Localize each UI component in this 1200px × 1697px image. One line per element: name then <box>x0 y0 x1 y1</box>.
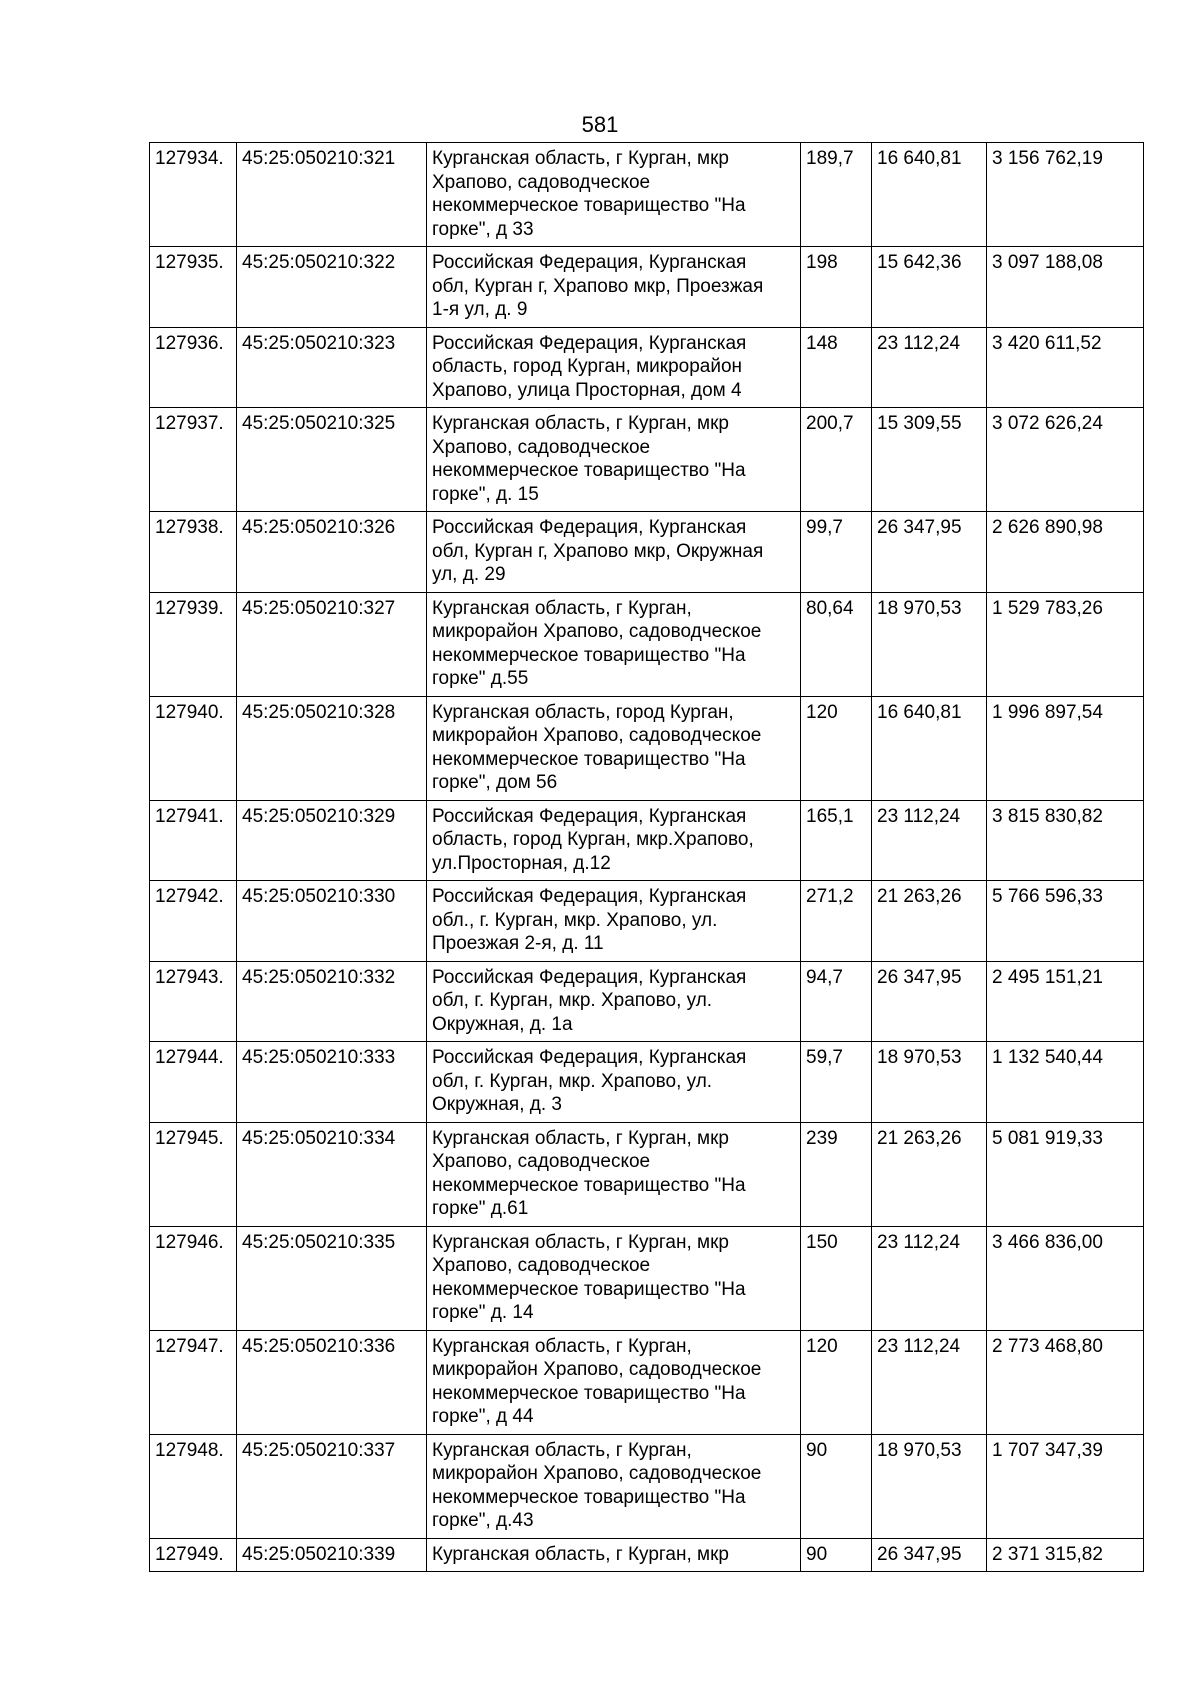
address-cell: Российская Федерация, Курганская обл., г. Курган, мкр. Храпово, ул. Проезжая 2-я, д. 11 <box>427 881 801 962</box>
unit-value-cell: 23 112,24 <box>872 800 987 881</box>
cadastral-number-cell: 45:25:050210:327 <box>237 592 427 696</box>
table-row <box>150 408 1144 512</box>
area-cell: 120 <box>801 1330 872 1434</box>
unit-value-cell: 21 263,26 <box>872 1122 987 1226</box>
row-number-cell: 127947. <box>150 1330 237 1434</box>
address-cell: Российская Федерация, Курганская область, город Курган, мкр.Храпово, ул.Просторная, д.12 <box>427 800 801 881</box>
cadastral-registry-table <box>149 142 1144 1572</box>
address-cell: Курганская область, г Курган, микрорайон Храпово, садоводческое некоммерческое товарищество "На горке" д.55 <box>427 592 801 696</box>
address-cell: Курганская область, г Курган, мкр Храпово, садоводческое некоммерческое товарищество "На горке", д 33 <box>427 143 801 247</box>
unit-value-cell: 15 309,55 <box>872 408 987 512</box>
address-cell: Курганская область, г Курган, мкр <box>427 1538 801 1572</box>
table-row <box>150 247 1144 328</box>
row-number-cell: 127942. <box>150 881 237 962</box>
row-number-cell: 127935. <box>150 247 237 328</box>
table-row <box>150 1122 1144 1226</box>
area-cell: 99,7 <box>801 512 872 593</box>
cadastral-number-cell: 45:25:050210:323 <box>237 327 427 408</box>
row-number-cell: 127941. <box>150 800 237 881</box>
cadastral-value-cell: 2 773 468,80 <box>987 1330 1144 1434</box>
address-cell: Курганская область, г Курган, мкр Храпово, садоводческое некоммерческое товарищество "На горке" д.61 <box>427 1122 801 1226</box>
table-row <box>150 1226 1144 1330</box>
address-cell: Российская Федерация, Курганская обл, г. Курган, мкр. Храпово, ул. Окружная, д. 3 <box>427 1042 801 1123</box>
table-row <box>150 961 1144 1042</box>
row-number-cell: 127945. <box>150 1122 237 1226</box>
table-row <box>150 143 1144 247</box>
row-number-cell: 127934. <box>150 143 237 247</box>
unit-value-cell: 23 112,24 <box>872 1330 987 1434</box>
cadastral-number-cell: 45:25:050210:337 <box>237 1434 427 1538</box>
address-cell: Курганская область, г Курган, мкр Храпово, садоводческое некоммерческое товарищество "На горке" д. 14 <box>427 1226 801 1330</box>
area-cell: 150 <box>801 1226 872 1330</box>
area-cell: 198 <box>801 247 872 328</box>
unit-value-cell: 26 347,95 <box>872 1538 987 1572</box>
row-number-cell: 127938. <box>150 512 237 593</box>
table-row <box>150 327 1144 408</box>
cadastral-value-cell: 1 529 783,26 <box>987 592 1144 696</box>
address-cell: Курганская область, г Курган, микрорайон Храпово, садоводческое некоммерческое товарищество "На горке", д 44 <box>427 1330 801 1434</box>
unit-value-cell: 18 970,53 <box>872 592 987 696</box>
address-cell: Российская Федерация, Курганская область, город Курган, микрорайон Храпово, улица Просторная, дом 4 <box>427 327 801 408</box>
unit-value-cell: 18 970,53 <box>872 1434 987 1538</box>
cadastral-number-cell: 45:25:050210:322 <box>237 247 427 328</box>
area-cell: 200,7 <box>801 408 872 512</box>
table-row <box>150 1330 1144 1434</box>
unit-value-cell: 23 112,24 <box>872 1226 987 1330</box>
table-row <box>150 800 1144 881</box>
address-cell: Курганская область, г Курган, мкр Храпово, садоводческое некоммерческое товарищество "На горке", д. 15 <box>427 408 801 512</box>
cadastral-value-cell: 3 156 762,19 <box>987 143 1144 247</box>
unit-value-cell: 26 347,95 <box>872 961 987 1042</box>
table-row <box>150 1538 1144 1572</box>
cadastral-value-cell: 3 466 836,00 <box>987 1226 1144 1330</box>
row-number-cell: 127944. <box>150 1042 237 1123</box>
cadastral-value-cell: 3 097 188,08 <box>987 247 1144 328</box>
cadastral-number-cell: 45:25:050210:335 <box>237 1226 427 1330</box>
cadastral-number-cell: 45:25:050210:333 <box>237 1042 427 1123</box>
table-row <box>150 592 1144 696</box>
row-number-cell: 127946. <box>150 1226 237 1330</box>
area-cell: 165,1 <box>801 800 872 881</box>
cadastral-value-cell: 3 815 830,82 <box>987 800 1144 881</box>
area-cell: 90 <box>801 1434 872 1538</box>
cadastral-value-cell: 1 132 540,44 <box>987 1042 1144 1123</box>
page-number: 581 <box>581 112 619 137</box>
area-cell: 80,64 <box>801 592 872 696</box>
unit-value-cell: 16 640,81 <box>872 143 987 247</box>
area-cell: 271,2 <box>801 881 872 962</box>
unit-value-cell: 21 263,26 <box>872 881 987 962</box>
cadastral-value-cell: 1 707 347,39 <box>987 1434 1144 1538</box>
row-number-cell: 127939. <box>150 592 237 696</box>
area-cell: 239 <box>801 1122 872 1226</box>
area-cell: 90 <box>801 1538 872 1572</box>
area-cell: 94,7 <box>801 961 872 1042</box>
cadastral-number-cell: 45:25:050210:332 <box>237 961 427 1042</box>
cadastral-value-cell: 2 371 315,82 <box>987 1538 1144 1572</box>
cadastral-value-cell: 2 626 890,98 <box>987 512 1144 593</box>
cadastral-number-cell: 45:25:050210:329 <box>237 800 427 881</box>
area-cell: 148 <box>801 327 872 408</box>
unit-value-cell: 15 642,36 <box>872 247 987 328</box>
cadastral-number-cell: 45:25:050210:321 <box>237 143 427 247</box>
table-row <box>150 881 1144 962</box>
cadastral-number-cell: 45:25:050210:330 <box>237 881 427 962</box>
address-cell: Курганская область, г Курган, микрорайон Храпово, садоводческое некоммерческое товарищество "На горке", д.43 <box>427 1434 801 1538</box>
row-number-cell: 127940. <box>150 696 237 800</box>
address-cell: Российская Федерация, Курганская обл, Курган г, Храпово мкр, Окружная ул, д. 29 <box>427 512 801 593</box>
unit-value-cell: 26 347,95 <box>872 512 987 593</box>
address-cell: Курганская область, город Курган, микрорайон Храпово, садоводческое некоммерческое товарищество "На горке", дом 56 <box>427 696 801 800</box>
cadastral-value-cell: 3 072 626,24 <box>987 408 1144 512</box>
table-row <box>150 512 1144 593</box>
row-number-cell: 127948. <box>150 1434 237 1538</box>
cadastral-value-cell: 3 420 611,52 <box>987 327 1144 408</box>
area-cell: 189,7 <box>801 143 872 247</box>
table-body <box>150 143 1144 1572</box>
address-cell: Российская Федерация, Курганская обл, г. Курган, мкр. Храпово, ул. Окружная, д. 1а <box>427 961 801 1042</box>
cadastral-number-cell: 45:25:050210:325 <box>237 408 427 512</box>
cadastral-number-cell: 45:25:050210:326 <box>237 512 427 593</box>
cadastral-value-cell: 5 081 919,33 <box>987 1122 1144 1226</box>
unit-value-cell: 23 112,24 <box>872 327 987 408</box>
row-number-cell: 127937. <box>150 408 237 512</box>
cadastral-value-cell: 5 766 596,33 <box>987 881 1144 962</box>
table-row <box>150 696 1144 800</box>
address-cell: Российская Федерация, Курганская обл, Курган г, Храпово мкр, Проезжая 1-я ул, д. 9 <box>427 247 801 328</box>
cadastral-number-cell: 45:25:050210:334 <box>237 1122 427 1226</box>
cadastral-number-cell: 45:25:050210:328 <box>237 696 427 800</box>
cadastral-value-cell: 1 996 897,54 <box>987 696 1144 800</box>
cadastral-number-cell: 45:25:050210:339 <box>237 1538 427 1572</box>
row-number-cell: 127949. <box>150 1538 237 1572</box>
cadastral-value-cell: 2 495 151,21 <box>987 961 1144 1042</box>
row-number-cell: 127943. <box>150 961 237 1042</box>
table-row <box>150 1434 1144 1538</box>
table-row <box>150 1042 1144 1123</box>
row-number-cell: 127936. <box>150 327 237 408</box>
cadastral-number-cell: 45:25:050210:336 <box>237 1330 427 1434</box>
unit-value-cell: 18 970,53 <box>872 1042 987 1123</box>
area-cell: 59,7 <box>801 1042 872 1123</box>
area-cell: 120 <box>801 696 872 800</box>
unit-value-cell: 16 640,81 <box>872 696 987 800</box>
